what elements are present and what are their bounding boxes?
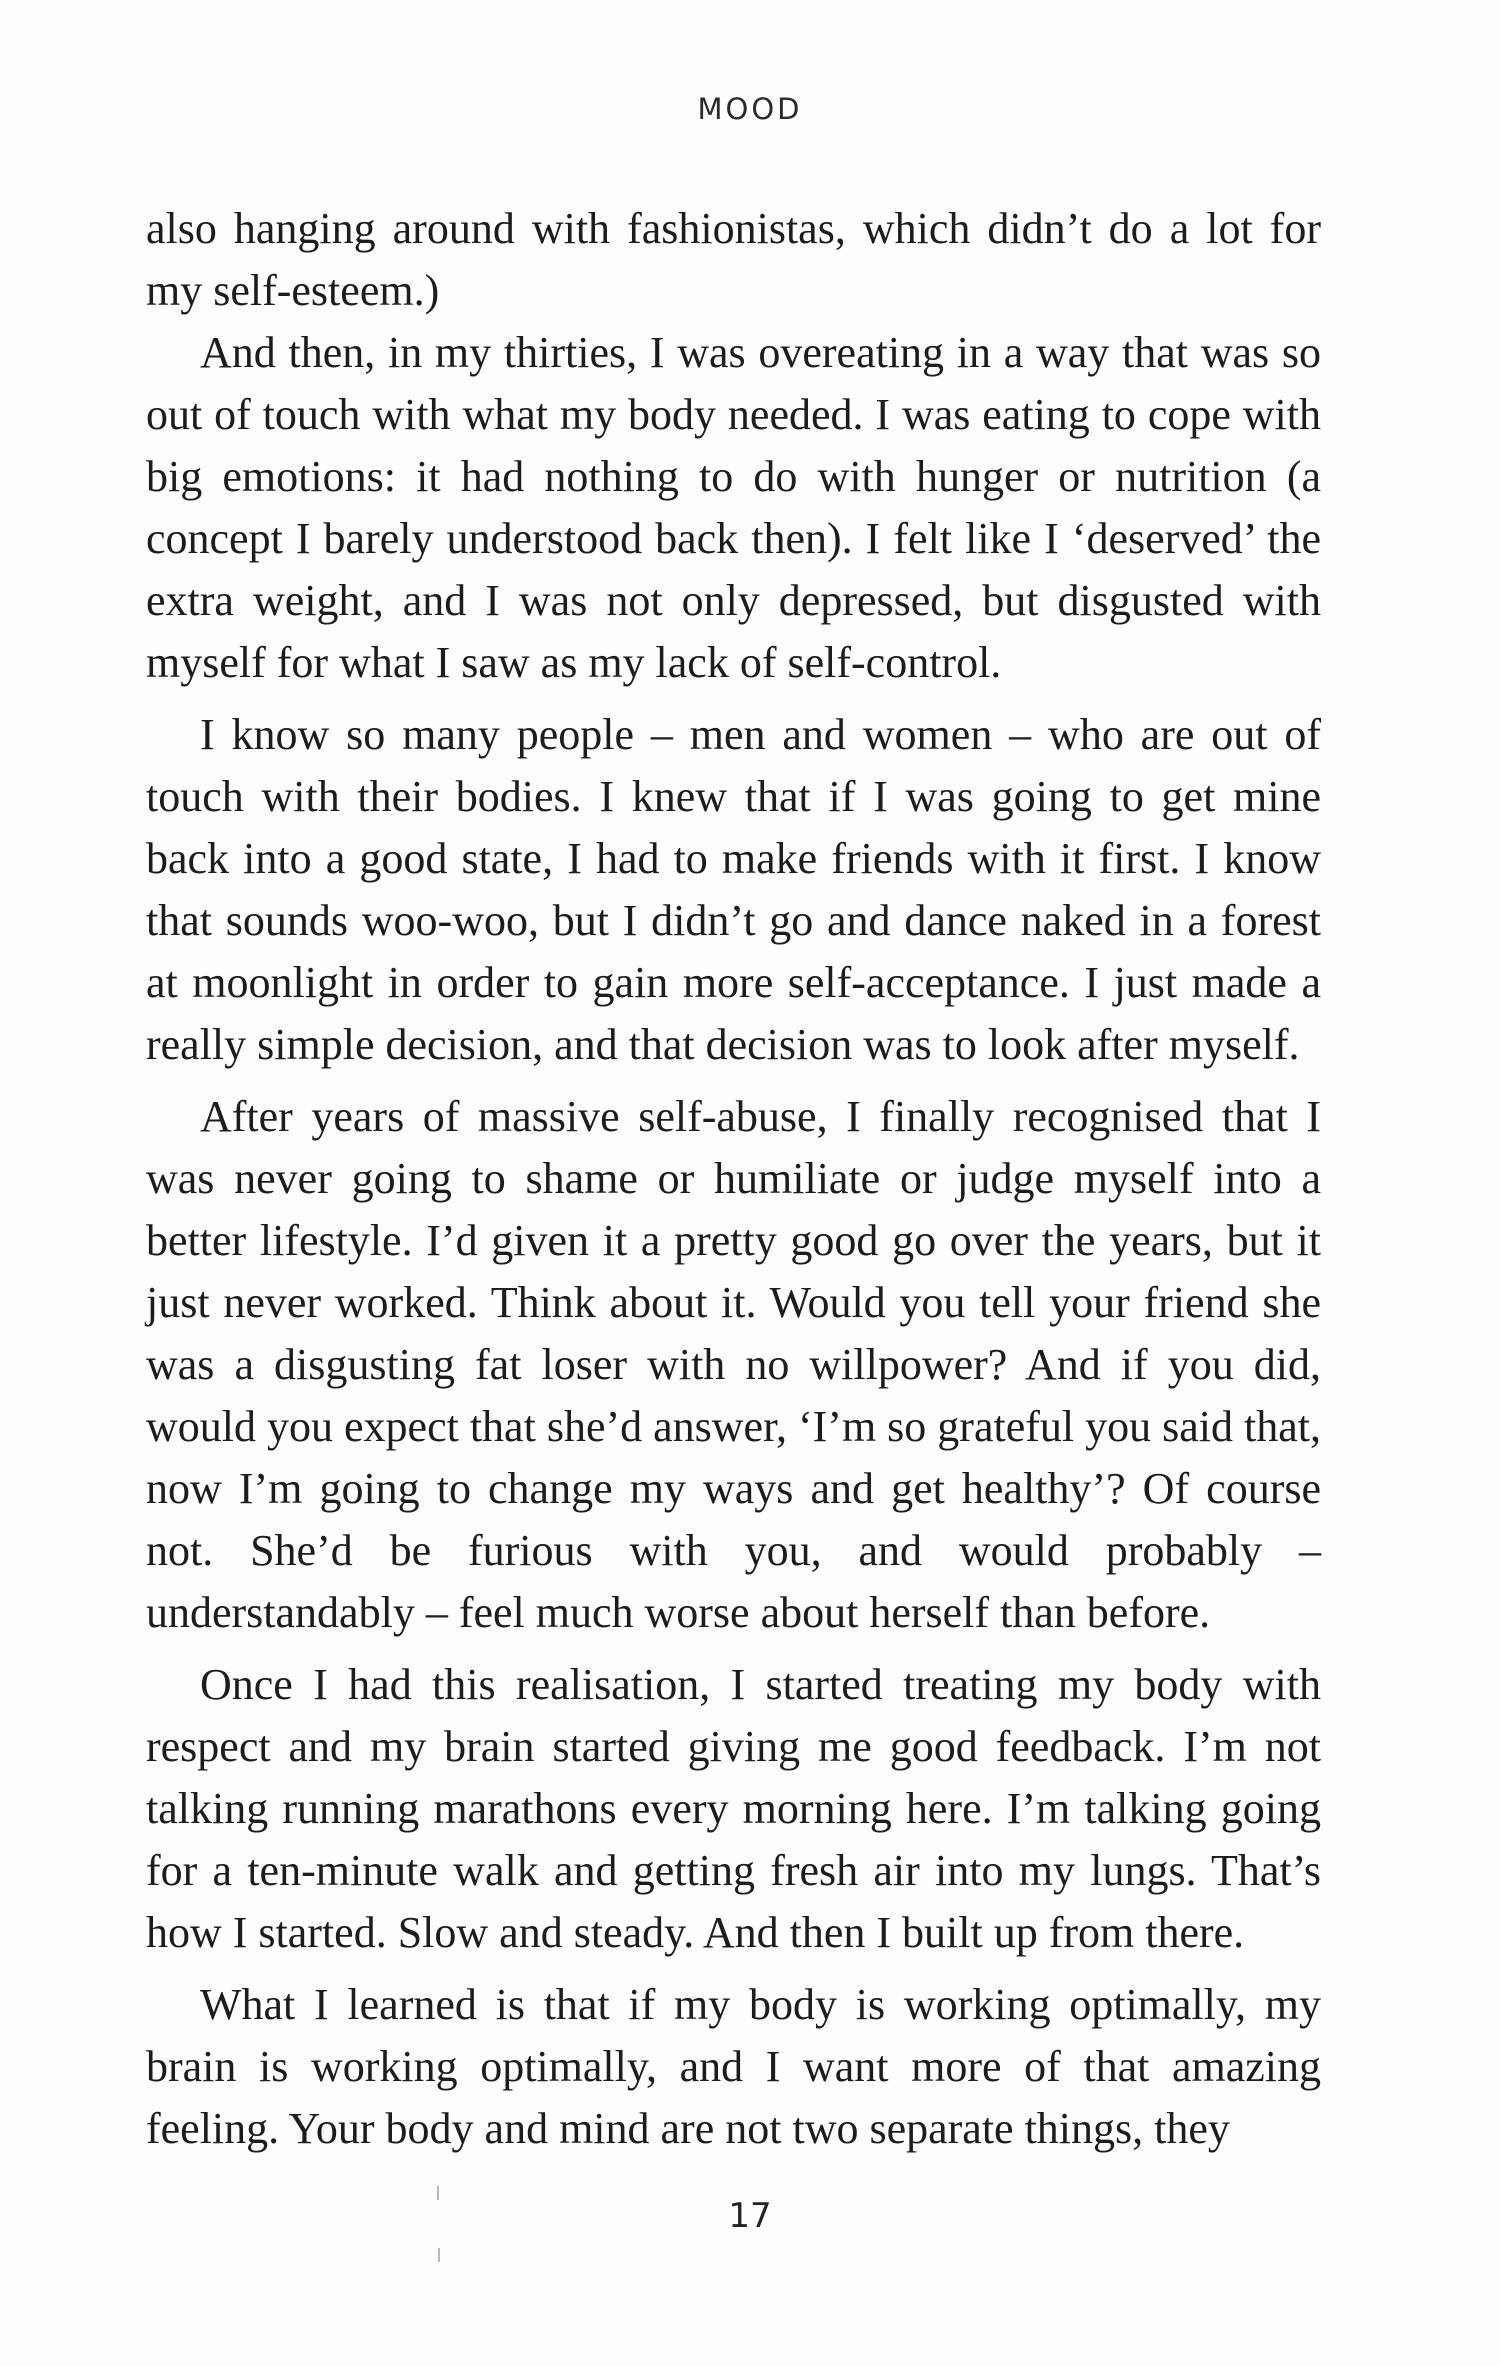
- paragraph-6: What I learned is that if my body is working optimally, my brain is working optimally, and I want more of that amazing feeling. Your body and mind are not two separate things, they: [146, 1980, 1321, 2153]
- paragraph-2: And then, in my thirties, I was overeating in a way that was so out of touch with what my body needed. I was eating to cope with big emotions: it had nothing to do with hunger or nutrition (a concept I barely understood back then). I felt like I ‘deserved’ the extra weight, and I was not only depressed, but disgusted with myself for what I saw as my lack of self-control.: [146, 328, 1321, 687]
- page-number: 17: [728, 2196, 772, 2236]
- paragraph-5: Once I had this realisation, I started treating my body with respect and my brain started giving me good feedback. I’m not talking running marathons every morning here. I’m talking going for a ten-minute walk and getting fresh air into my lungs. That’s how I started. Slow and steady. And then I built up from there.: [146, 1660, 1321, 1957]
- paragraph-4: After years of massive self-abuse, I finally recognised that I was never going to shame or humiliate or judge myself into a better lifestyle. I’d given it a pretty good go over the years, but it just never worked. Think about it. Would you tell your friend she was a disgusting fat loser with no willpower? And if you did, would you expect that she’d answer, ‘I’m so grateful you said that, now I’m going to change my ways and get healthy’? Of course not. She’d be furious with you, and would probably – understandably – feel much worse about herself than before.: [146, 1092, 1321, 1637]
- running-head: MOOD: [697, 92, 803, 126]
- body-text: [146, 198, 1321, 2160]
- scan-margin-mark: [438, 2248, 440, 2262]
- paragraph-3: I know so many people – men and women – who are out of touch with their bodies. I knew that if I was going to get mine back into a good state, I had to make friends with it first. I know that sounds woo-woo, but I didn’t go and dance naked in a forest at moonlight in order to gain more self-acceptance. I just made a really simple decision, and that decision was to look after myself.: [146, 710, 1321, 1069]
- paragraph-1: also hanging around with fashionistas, which didn’t do a lot for my self-esteem.): [146, 204, 1321, 315]
